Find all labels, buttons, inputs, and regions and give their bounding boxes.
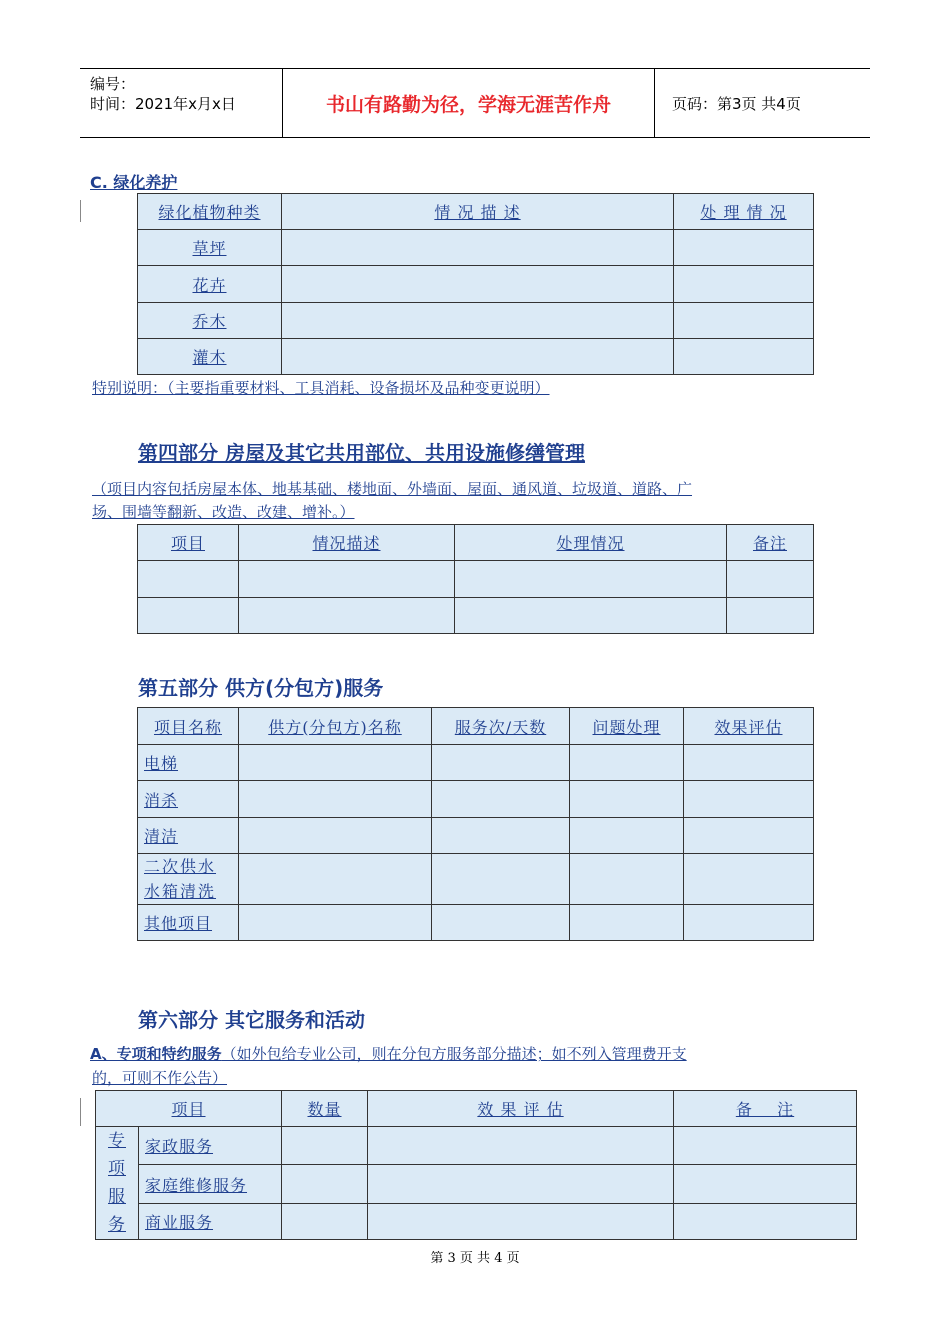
part4-title: 第四部分 房屋及其它共用部位、共用设施修缮管理	[138, 441, 585, 465]
table-header-cell: 项目名称	[138, 708, 239, 745]
part4-note-line1: （项目内容包括房屋本体、地基基础、楼地面、外墙面、屋面、通风道、垃圾道、道路、广	[92, 480, 693, 498]
description-cell[interactable]	[282, 303, 674, 339]
table-row	[138, 561, 814, 598]
table-row	[138, 266, 814, 303]
table-header-cell: 处 理 情 况	[674, 194, 814, 230]
repair-table	[137, 524, 814, 634]
empty-cell[interactable]	[239, 854, 432, 905]
handling-cell[interactable]	[674, 339, 814, 375]
table-header-cell: 问题处理	[570, 708, 684, 745]
empty-cell[interactable]	[684, 745, 814, 781]
table-row	[138, 854, 814, 905]
table-row	[138, 339, 814, 375]
empty-cell[interactable]	[239, 905, 432, 941]
table-header-row	[138, 708, 814, 745]
margin-mark	[80, 1098, 81, 1126]
empty-cell[interactable]	[368, 1127, 674, 1165]
service-group-label: 专项服务	[96, 1127, 139, 1240]
empty-cell[interactable]	[727, 598, 814, 634]
table-row	[138, 745, 814, 781]
page-info-text: 页码：第3页 共4页	[672, 94, 801, 113]
empty-cell[interactable]	[570, 905, 684, 941]
supplier-table	[137, 707, 814, 941]
empty-cell[interactable]	[282, 1127, 368, 1165]
description-cell[interactable]	[282, 339, 674, 375]
empty-cell[interactable]	[684, 854, 814, 905]
empty-cell[interactable]	[432, 818, 570, 854]
part6-note-line2: 的，可则不作公告）	[92, 1069, 228, 1087]
service-item-cell: 二次供水水箱清洗	[138, 854, 239, 905]
empty-cell[interactable]	[570, 818, 684, 854]
handling-cell[interactable]	[674, 303, 814, 339]
number-label: 编号：	[90, 75, 136, 93]
empty-cell[interactable]	[684, 781, 814, 818]
header-slogan: 书山有路勤为径，学海无涯苦作舟	[283, 69, 655, 137]
empty-cell[interactable]	[368, 1204, 674, 1240]
empty-cell[interactable]	[239, 818, 432, 854]
header-page-info	[664, 69, 870, 137]
empty-cell[interactable]	[432, 854, 570, 905]
table-header-cell: 数量	[282, 1091, 368, 1127]
service-item-cell: 家政服务	[139, 1127, 282, 1165]
plant-type-cell: 草坪	[138, 230, 282, 266]
empty-cell[interactable]	[455, 598, 727, 634]
part6-subtitle: A、专项和特约服务	[90, 1045, 222, 1063]
empty-cell[interactable]	[455, 561, 727, 598]
empty-cell[interactable]	[239, 745, 432, 781]
table-header-cell: 备注	[727, 525, 814, 561]
table-header-cell: 项目	[96, 1091, 282, 1127]
empty-cell[interactable]	[432, 781, 570, 818]
empty-cell[interactable]	[432, 745, 570, 781]
plant-type-cell: 乔木	[138, 303, 282, 339]
greening-title: C. 绿化养护	[90, 173, 178, 192]
empty-cell[interactable]	[239, 598, 455, 634]
header-meta	[80, 69, 283, 137]
empty-cell[interactable]	[570, 745, 684, 781]
table-header-cell: 处理情况	[455, 525, 727, 561]
description-cell[interactable]	[282, 230, 674, 266]
empty-cell[interactable]	[570, 854, 684, 905]
table-header-cell: 项目	[138, 525, 239, 561]
service-item-cell: 消杀	[138, 781, 239, 818]
table-row	[96, 1127, 857, 1165]
empty-cell[interactable]	[727, 561, 814, 598]
table-row	[138, 905, 814, 941]
table-header-cell: 效 果 评 估	[368, 1091, 674, 1127]
greening-note: 特别说明：（主要指重要材料、工具消耗、设备损坏及品种变更说明）	[92, 379, 550, 397]
table-row	[138, 303, 814, 339]
service-item-cell: 商业服务	[139, 1204, 282, 1240]
service-item-cell: 清洁	[138, 818, 239, 854]
empty-cell[interactable]	[674, 1204, 857, 1240]
service-item-cell: 家庭维修服务	[139, 1165, 282, 1204]
description-cell[interactable]	[282, 266, 674, 303]
table-row	[96, 1204, 857, 1240]
table-header-cell: 情 况 描 述	[282, 194, 674, 230]
page-header	[80, 68, 870, 138]
table-header-row	[138, 525, 814, 561]
empty-cell[interactable]	[570, 781, 684, 818]
plant-type-cell: 灌木	[138, 339, 282, 375]
empty-cell[interactable]	[684, 818, 814, 854]
table-row	[138, 818, 814, 854]
empty-cell[interactable]	[239, 781, 432, 818]
special-service-table	[95, 1090, 857, 1240]
empty-cell[interactable]	[674, 1165, 857, 1204]
margin-mark	[80, 200, 81, 222]
service-item-cell: 电梯	[138, 745, 239, 781]
part6-intro	[90, 1043, 687, 1064]
part6-title: 第六部分 其它服务和活动	[138, 1008, 365, 1032]
empty-cell[interactable]	[368, 1165, 674, 1204]
service-item-cell: 其他项目	[138, 905, 239, 941]
empty-cell[interactable]	[239, 561, 455, 598]
table-row	[138, 781, 814, 818]
table-header-cell: 备 注	[674, 1091, 857, 1127]
handling-cell[interactable]	[674, 230, 814, 266]
empty-cell[interactable]	[674, 1127, 857, 1165]
table-header-cell: 服务次/天数	[432, 708, 570, 745]
empty-cell[interactable]	[282, 1204, 368, 1240]
page-footer: 第 3 页 共 4 页	[430, 1251, 520, 1266]
table-header-row	[96, 1091, 857, 1127]
table-row	[138, 230, 814, 266]
part5-title: 第五部分 供方(分包方)服务	[138, 676, 384, 700]
part6-note-line1: （如外包给专业公司，则在分包方服务部分描述；如不列入管理费开支	[221, 1045, 687, 1063]
table-header-cell: 供方(分包方)名称	[239, 708, 432, 745]
empty-cell[interactable]	[138, 561, 239, 598]
empty-cell[interactable]	[432, 905, 570, 941]
empty-cell[interactable]	[282, 1165, 368, 1204]
table-row	[96, 1165, 857, 1204]
plant-type-cell: 花卉	[138, 266, 282, 303]
table-header-cell: 情况描述	[239, 525, 455, 561]
empty-cell[interactable]	[684, 905, 814, 941]
table-header-cell: 效果评估	[684, 708, 814, 745]
table-header-row	[138, 194, 814, 230]
table-row	[138, 598, 814, 634]
handling-cell[interactable]	[674, 266, 814, 303]
part4-note-line2: 场、围墙等翻新、改造、改建、增补。）	[92, 503, 355, 521]
table-header-cell: 绿化植物种类	[138, 194, 282, 230]
greening-table	[137, 193, 814, 375]
time-label: 时间：2021年x月x日	[90, 95, 236, 113]
empty-cell[interactable]	[138, 598, 239, 634]
